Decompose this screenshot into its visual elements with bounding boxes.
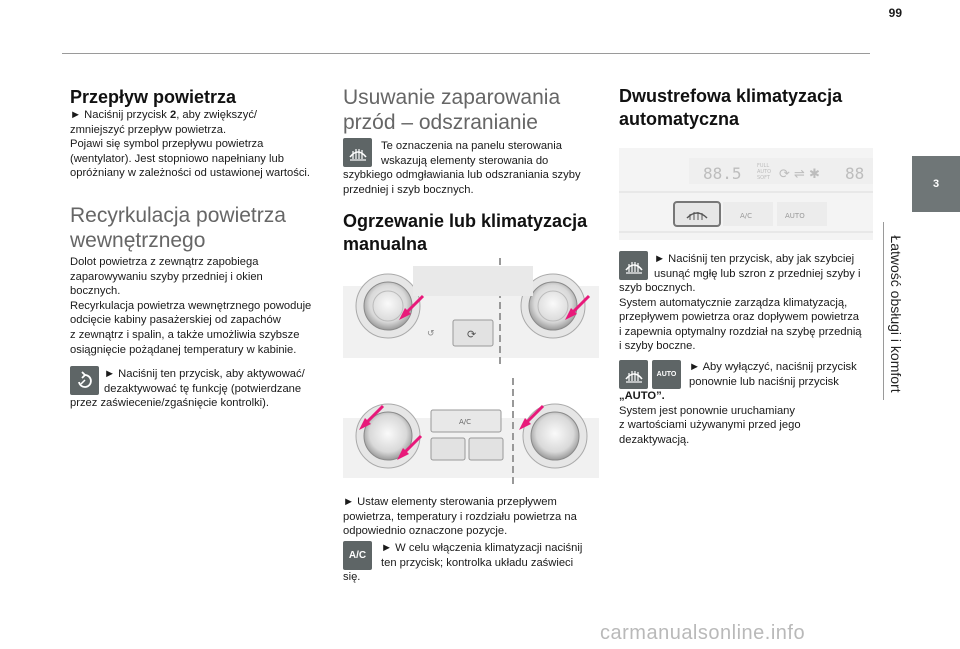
top-rule <box>62 53 870 54</box>
ac-instruction: ► W celu włączenia klimatyzacji naciśnij ten przycisk; kontrolka układu zaświeci <box>381 542 583 569</box>
demist-instruction: ► Naciśnij ten przycisk, aby jak szybciej usunąć mgłę lub szron z przedniej szyby i <box>654 253 861 280</box>
ac-icon <box>343 541 372 570</box>
manual-panel-illustration-2 <box>343 378 599 488</box>
windscreen-demist-icon-3 <box>619 360 648 389</box>
svg-text:⟳ ⇌ ✱: ⟳ ⇌ ✱ <box>779 167 820 182</box>
manual-instructions: ► Ustaw elementy sterowania przepływem powietrza, temperatury i rozdziału powietrza na odpowiednio oznaczone pozycje. <box>343 496 577 538</box>
watermark: carmanualsonline.info <box>600 622 806 644</box>
svg-text:SOFT: SOFT <box>757 175 770 181</box>
page-number: 99 <box>888 6 902 20</box>
ac-after: się. <box>343 571 361 583</box>
windscreen-demist-icon <box>343 138 372 167</box>
svg-text:⟳: ⟳ <box>467 328 477 341</box>
display-right: 88 <box>845 164 865 183</box>
auto-icon <box>652 360 681 389</box>
ac-label: A/C <box>459 418 472 426</box>
recirculation-instruction: ► Naciśnij ten przycisk, aby aktywować/ dezaktywować tę funkcję (potwierdzane <box>104 368 305 395</box>
auto-icon-label: AUTO <box>656 371 677 378</box>
demisting-intro: Te oznaczenia na panelu sterowania wskazują elementy sterowania do <box>381 140 562 167</box>
recirculation-text: Dolot powietrza z zewnątrz zapobiega zaparowywaniu szyby przedniej i okien bocznych. Recyrkulacja powietrza wewnętrznego powoduje odcięcie kabiny pasażerskiej od zapachów z zewnątrz i spalin, a także umożliwia szybsze osiągnięcie pożądanej temperatury w kabinie. <box>70 256 312 356</box>
auto-system-text: szyb bocznych. System automatycznie zarządza klimatyzacją, przepływem powietrza oraz dopływem powietrza i zapewnia optymalny rozdział na szybę przednią i szyby boczne. <box>619 282 862 353</box>
heading-manual-climate: Ogrzewanie lub klimatyzacja manualna <box>343 211 588 254</box>
svg-text:AUTO: AUTO <box>757 169 772 175</box>
panel-ac-label: A/C <box>740 212 753 220</box>
display-left: 88.5 <box>703 164 742 183</box>
manual-panel-illustration-1 <box>343 258 599 368</box>
svg-text:FULL: FULL <box>757 163 770 169</box>
recirculation-after: przez zaświecenie/zgaśnięcie kontrolki). <box>70 397 269 409</box>
chapter-title <box>872 224 920 404</box>
demisting-after: szybkiego odmgławiania lub odszraniania szyby przedniej i szyb bocznych. <box>343 169 581 196</box>
chapter-title-text: Łatwość obsługi i komfort <box>888 235 904 393</box>
panel-auto-label: AUTO <box>785 212 805 220</box>
recirculation-icon <box>70 366 99 395</box>
air-flow-text: ► Naciśnij przycisk 2, aby zwiększyć/ zmniejszyć przepływ powietrza. Pojawi się symbol przepływu powietrza (wentylator). Jest stopniowo napełniany lub opróżniany w zależności od ustawionej wartości. <box>70 109 311 180</box>
auto-off-instruction: ► Aby wyłączyć, naciśnij przycisk ponownie lub naciśnij przycisk <box>689 361 857 388</box>
ac-icon-label: A/C <box>348 550 367 561</box>
auto-off-tail: „AUTO”. System jest ponownie uruchamiany z wartościami używanymi przed jego dezaktywacją. <box>619 390 801 446</box>
heading-dual-zone: Dwustrefowa klimatyzacja automatyczna <box>619 86 843 129</box>
chapter-tab[interactable]: 3 <box>912 156 960 212</box>
heading-air-flow: Przepływ powietrza <box>70 87 237 107</box>
svg-text:↺: ↺ <box>427 329 435 339</box>
auto-panel-illustration <box>619 148 873 240</box>
windscreen-demist-icon-2 <box>619 251 648 280</box>
heading-demisting: Usuwanie zaparowania przód – odszranianie <box>343 86 561 134</box>
heading-recirculation: Recyrkulacja powietrza wewnętrznego <box>70 204 286 252</box>
